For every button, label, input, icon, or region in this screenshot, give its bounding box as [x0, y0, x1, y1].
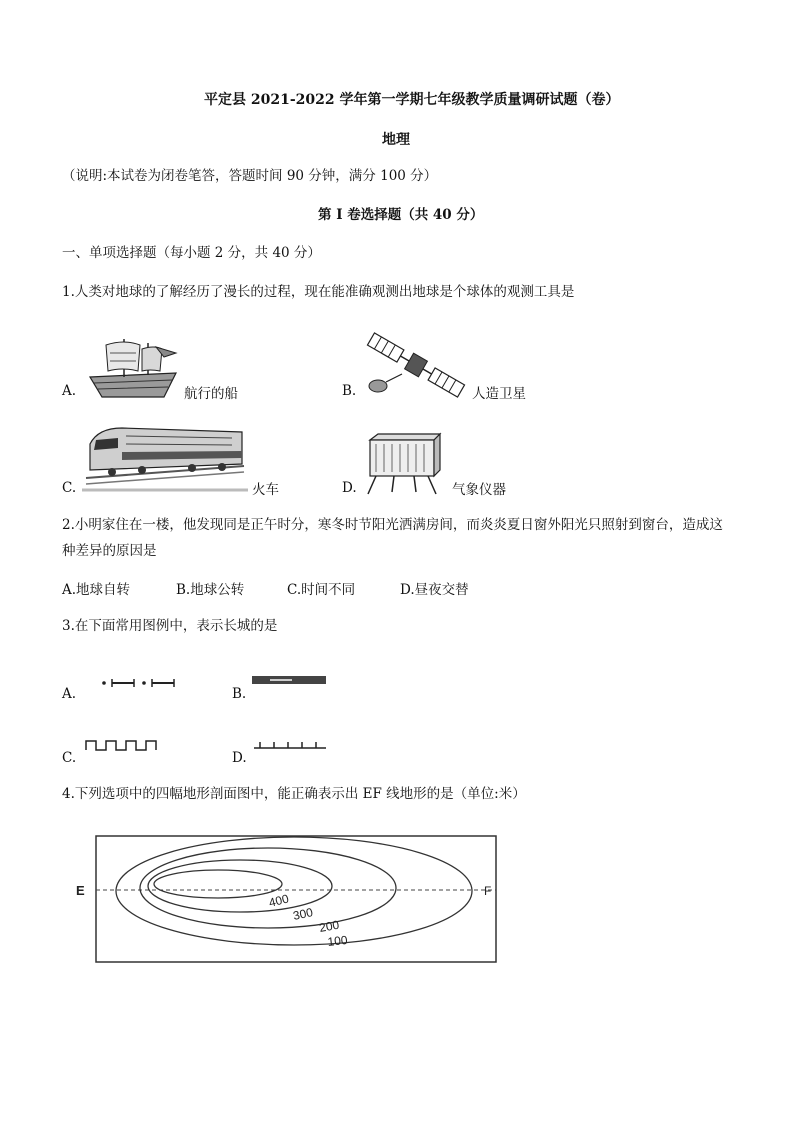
q1-option-a-letter[interactable]: A.: [62, 383, 77, 399]
thick-line-legend-icon: [250, 674, 328, 686]
question-3-stem: 3.在下面常用图例中，表示长城的是: [62, 618, 278, 634]
weather-instrument-icon: [364, 430, 448, 496]
part-title: 一、单项选择题（每小题 2 分，共 40 分）: [62, 245, 321, 261]
q3-option-b-letter[interactable]: B.: [232, 686, 247, 702]
contour-label-200: 200: [318, 917, 341, 935]
q2-option-b[interactable]: B.地球公转: [176, 582, 245, 598]
great-wall-legend-icon: [84, 738, 162, 752]
contour-label-300: 300: [291, 905, 315, 923]
q2-option-c[interactable]: C.时间不同: [287, 582, 356, 598]
question-2-stem: 2.小明家住在一楼，他发现同是正午时分，寒冬时节阳光洒满房间，而炎炎夏日窗外阳光只照射到窗台，造成这种差异的原因是: [62, 517, 723, 559]
q1-option-b-letter[interactable]: B.: [342, 383, 357, 399]
dot-bar-legend-icon: [100, 676, 180, 690]
exam-title: 平定县 2021-2022 学年第一学期七年级教学质量调研试题（卷）: [204, 92, 620, 108]
q1-option-b-caption: 人造卫星: [472, 386, 526, 402]
q1-option-d-caption: 气象仪器: [452, 482, 506, 498]
q1-option-a-caption: 航行的船: [184, 386, 238, 402]
tick-line-legend-icon: [252, 738, 328, 750]
question-1-stem: 1.人类对地球的了解经历了漫长的过程，现在能准确观测出地球是个球体的观测工具是: [62, 284, 575, 300]
train-icon: [82, 418, 248, 494]
satellite-icon: [362, 330, 470, 400]
map-label-e: E: [76, 883, 85, 898]
sailing-ship-icon: [84, 333, 184, 403]
q2-option-a[interactable]: A.地球自转: [62, 582, 131, 598]
contour-map: [72, 828, 512, 968]
q3-option-a-letter[interactable]: A.: [62, 686, 77, 702]
subject-title: 地理: [382, 132, 410, 148]
q3-option-d-letter[interactable]: D.: [232, 750, 247, 766]
section-title: 第 I 卷选择题（共 40 分）: [318, 207, 484, 223]
q1-option-d-letter[interactable]: D.: [342, 480, 357, 496]
q1-option-c-caption: 火车: [252, 482, 279, 498]
q2-option-d[interactable]: D.昼夜交替: [400, 582, 469, 598]
q3-option-c-letter[interactable]: C.: [62, 750, 77, 766]
map-label-f: F: [484, 884, 492, 898]
contour-label-400: 400: [267, 891, 291, 910]
contour-label-100: 100: [326, 932, 349, 949]
exam-note: （说明:本试卷为闭卷笔答，答题时间 90 分钟，满分 100 分）: [62, 168, 438, 184]
q1-option-c-letter[interactable]: C.: [62, 480, 77, 496]
question-4-stem: 4.下列选项中的四幅地形剖面图中，能正确表示出 EF 线地形的是（单位:米）: [62, 786, 526, 802]
